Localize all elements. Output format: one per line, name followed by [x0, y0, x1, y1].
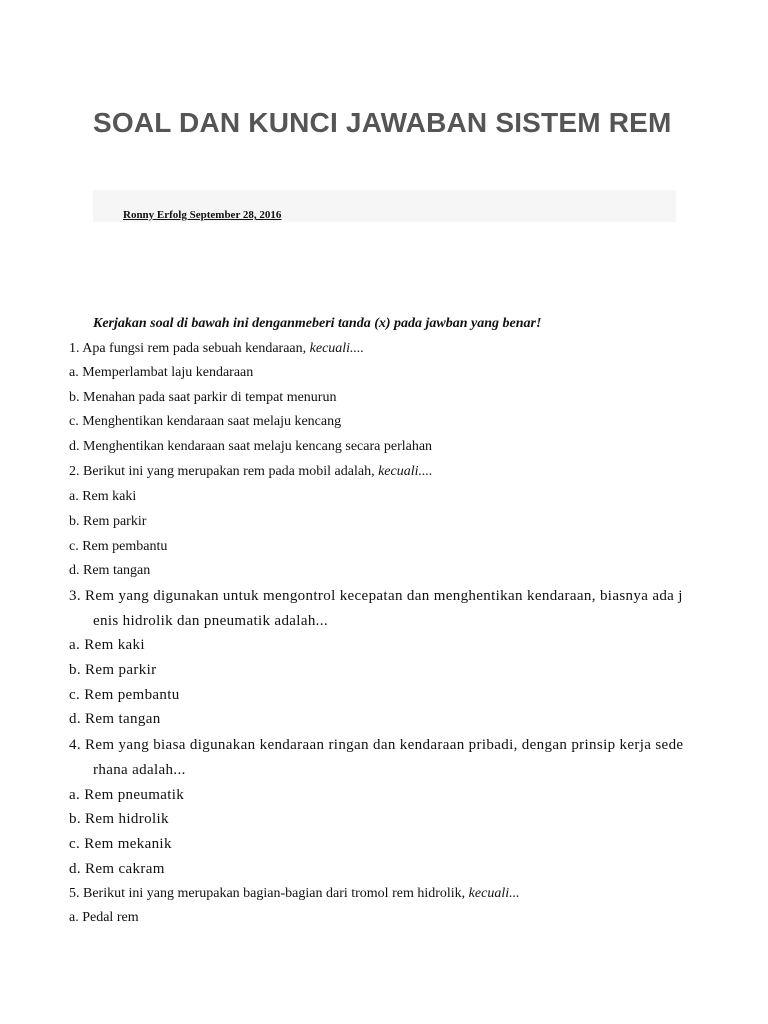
question-5-keyword: kecuali... [468, 886, 520, 901]
question-1-keyword: kecuali.... [309, 341, 365, 356]
question-3-option-b: b. Rem parkir [69, 662, 157, 678]
question-4-option-d: d. Rem cakram [69, 861, 165, 877]
question-3-line-2: enis hidrolik dan pneumatik adalah... [93, 613, 328, 629]
question-3-option-d: d. Rem tangan [69, 711, 161, 727]
question-4-line-1: 4. Rem yang biasa digunakan kendaraan ringan dan kendaraan pribadi, dengan prinsip kerja sede [69, 737, 684, 753]
question-2-option-c: c. Rem pembantu [69, 539, 168, 554]
question-2-option-a: a. Rem kaki [69, 489, 137, 504]
question-1-option-b: b. Menahan pada saat parkir di tempat menurun [69, 390, 337, 405]
instruction-text: Kerjakan soal di bawah ini denganmeberi tanda (x) pada jawban yang benar! [93, 316, 542, 331]
question-2-stem: 2. Berikut ini yang merupakan rem pada mobil adalah, [69, 464, 379, 479]
question-1-option-c: c. Menghentikan kendaraan saat melaju kencang [69, 414, 342, 429]
question-1-stem: 1. Apa fungsi rem pada sebuah kendaraan, [69, 341, 310, 356]
question-2-keyword: kecuali.... [378, 464, 433, 479]
question-4-option-c: c. Rem mekanik [69, 836, 172, 852]
question-2-option-b: b. Rem parkir [69, 514, 147, 529]
author-date-link[interactable]: Ronny Erfolg September 28, 2016 [123, 209, 282, 221]
question-4-line-2: rhana adalah... [93, 762, 186, 778]
question-3-option-c: c. Rem pembantu [69, 687, 180, 703]
question-4-option-a: a. Rem pneumatik [69, 787, 185, 803]
question-4-option-b: b. Rem hidrolik [69, 811, 169, 827]
post-meta-bar [93, 190, 676, 222]
question-2-option-d: d. Rem tangan [69, 563, 151, 578]
question-5-option-a: a. Pedal rem [69, 910, 139, 925]
question-2 [69, 463, 433, 481]
question-3-line-1: 3. Rem yang digunakan untuk mengontrol kecepatan dan menghentikan kendaraan, biasnya ada j [69, 588, 683, 604]
question-3-option-a: a. Rem kaki [69, 637, 145, 653]
question-1 [69, 340, 364, 358]
question-1-option-a: a. Memperlambat laju kendaraan [69, 365, 254, 380]
question-5 [69, 885, 520, 903]
question-1-option-d: d. Menghentikan kendaraan saat melaju kencang secara perlahan [69, 439, 433, 454]
question-5-stem: 5. Berikut ini yang merupakan bagian-bagian dari tromol rem hidrolik, [69, 886, 469, 901]
document-title: SOAL DAN KUNCI JAWABAN SISTEM REM [93, 107, 672, 138]
